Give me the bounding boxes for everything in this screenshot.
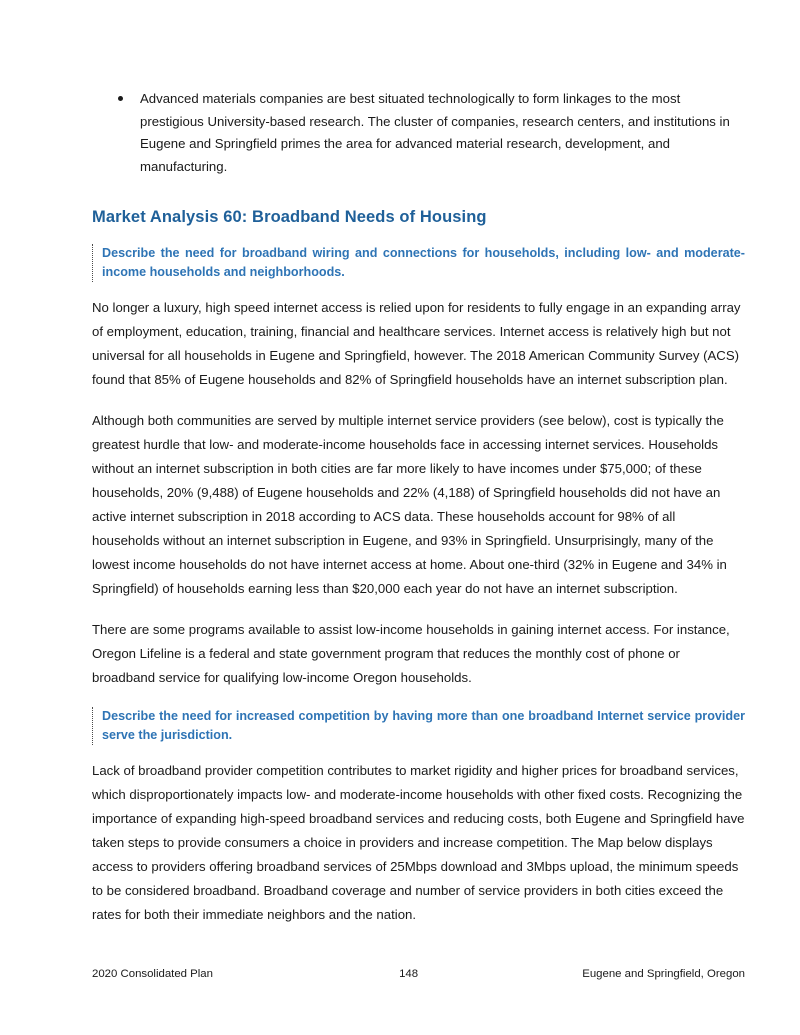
prompt-text: Describe the need for increased competition by having more than one broadband Internet service provider serve the jurisdiction. [102, 709, 745, 742]
footer-left-text: 2020 Consolidated Plan [92, 968, 213, 980]
paragraph-cost-barriers: Although both communities are served by multiple internet service providers (see below), cost is typically the greatest hurdle that low- and moderate-income households face in accessing internet services. Households without an internet subscription in both cities are far more likely to have incomes under $75,000; of these households, 20% (9,488) of Eugene households and 22% (4,188) of Springfield households did not have an active internet subscription in 2018 according to ACS data. These households account for 98% of all households without an internet subscription in Eugene, and 93% in Springfield. Unsurprisingly, many of the lowest income households do not have internet access at home. About one-third (32% in Eugene and 34% in Springfield) of households earning less than $20,000 each year do not have an internet subscription. [92, 413, 727, 596]
footer-page-number: 148 [399, 968, 419, 980]
prompt-text: Describe the need for broadband wiring and connections for households, including low- and moderate-income households and neighborhoods. [102, 246, 745, 279]
prompt-block-broadband-wiring [92, 244, 745, 282]
paragraph-internet-access-overview: No longer a luxury, high speed internet access is relied upon for residents to fully engage in an expanding array of employment, education, training, financial and healthcare services. Internet access is relatively high but not universal for all households in Eugene and Springfield, however. The 2018 American Community Survey (ACS) found that 85% of Eugene households and 82% of Springfield households have an internet subscription plan. [92, 300, 741, 387]
paragraph-assistance-programs: There are some programs available to assist low-income households in gaining internet access. For instance, Oregon Lifeline is a federal and state government program that reduces the monthly cost of phone or broadband service for qualifying low-income Oregon households. [92, 622, 730, 685]
page-title: Market Analysis 60: Broadband Needs of Housing [92, 208, 487, 226]
footer-right-text: Eugene and Springfield, Oregon [582, 968, 745, 980]
page-footer [92, 968, 745, 980]
list-item [92, 88, 745, 178]
prompt-block-provider-competition [92, 707, 745, 745]
bullet-dot-icon [118, 96, 123, 101]
paragraph-competition: Lack of broadband provider competition contributes to market rigidity and higher prices for broadband services, which disproportionately impacts low- and moderate-income households with other fixed costs. Recognizing the importance of expanding high-speed broadband services and reducing costs, both Eugene and Springfield have taken steps to provide consumers a choice in providers and increase competition. The Map below displays access to providers offering broadband services of 25Mbps download and 3Mbps upload, the minimum speeds to be considered broadband. Broadband coverage and number of service providers in both cities exceed the rates for both their immediate neighbors and the nation. [92, 763, 745, 922]
list-item-text: Advanced materials companies are best situated technologically to form linkages to the most prestigious University-based research. The cluster of companies, research centers, and institutions in Eugene and Springfield primes the area for advanced material research, development, and manufacturing. [140, 91, 730, 174]
bullet-list [92, 88, 745, 178]
